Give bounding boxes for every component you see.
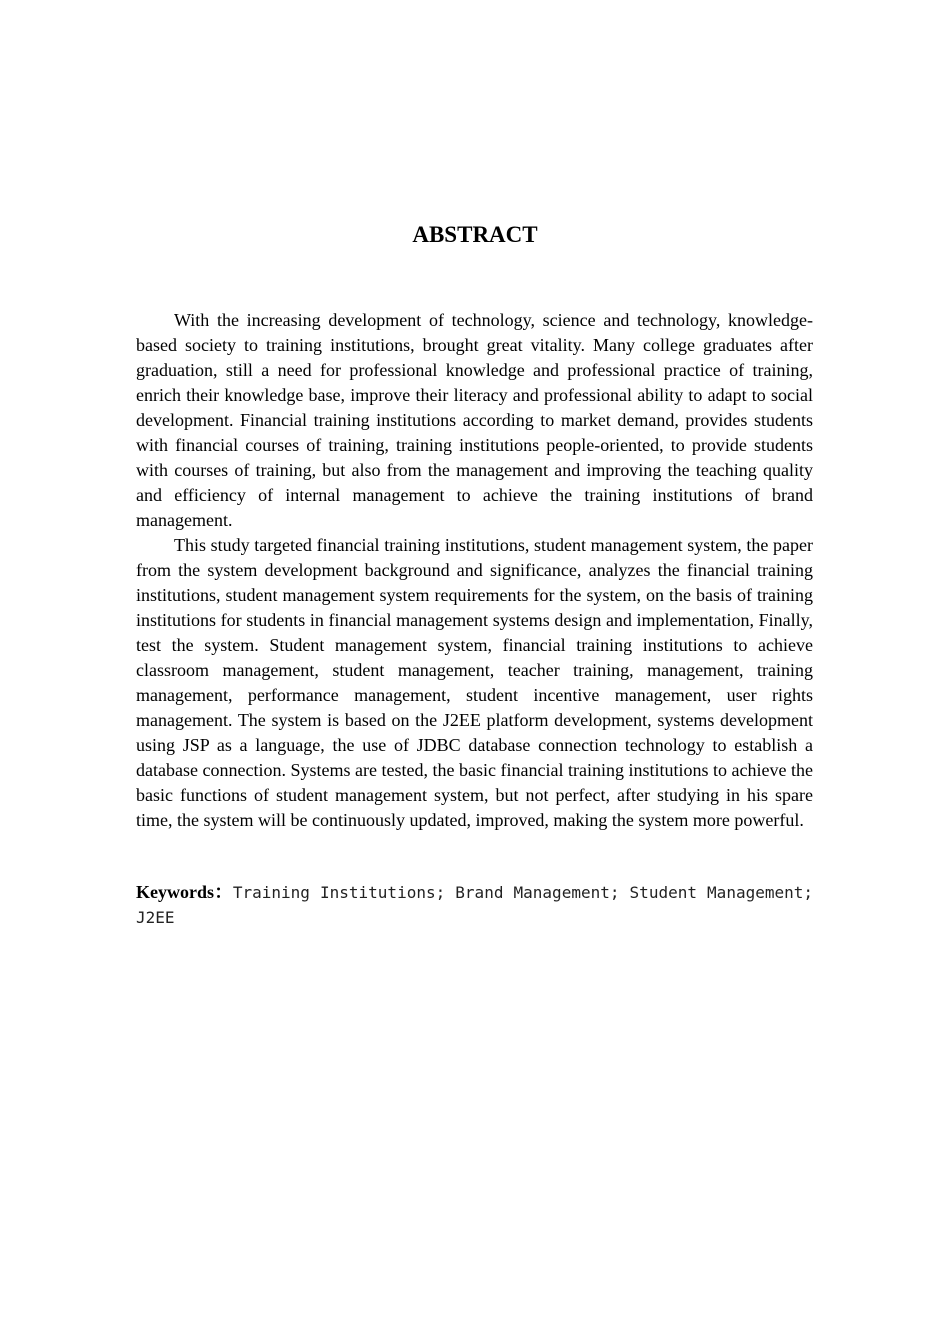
abstract-paragraph-2: This study targeted financial training institutions, student management system, the paper from the system development background and significance, analyzes the financial training institutions, student management system requirements for the system, on the basis of training institutions for students in financial management systems design and implementation, Finally, test the system. Student management system, financial training institutions to achieve classroom management, student management, teacher training, management, training management, performance management, student incentive management, user rights management. The system is based on the J2EE platform development, systems development using JSP as a language, the use of JDBC database connection technology to establish a database connection. Systems are tested, the basic financial training institutions to achieve the basic functions of student management system, but not perfect, after studying in his spare time, the system will be continuously updated, improved, making the system more powerful.	[136, 535, 813, 830]
abstract-paragraph-1: With the increasing development of technology, science and technology, knowledge-based society to training institutions, brought great vitality. Many college graduates after graduation, still a need for professional knowledge and professional practice of training, enrich their knowledge base, improve their literacy and professional ability to adapt to social development. Financial training institutions according to market demand, provides students with financial courses of training, training institutions people-oriented, to provide students with courses of training, but also from the management and improving the teaching quality and efficiency of internal management to achieve the training institutions of brand management.	[136, 310, 813, 530]
abstract-body	[136, 308, 813, 833]
keywords-line	[136, 880, 813, 930]
keywords-values: Training Institutions; Brand Management; Student Management; J2EE	[136, 883, 814, 927]
keywords-label: Keywords：	[136, 882, 233, 902]
page-title: ABSTRACT	[412, 222, 538, 247]
